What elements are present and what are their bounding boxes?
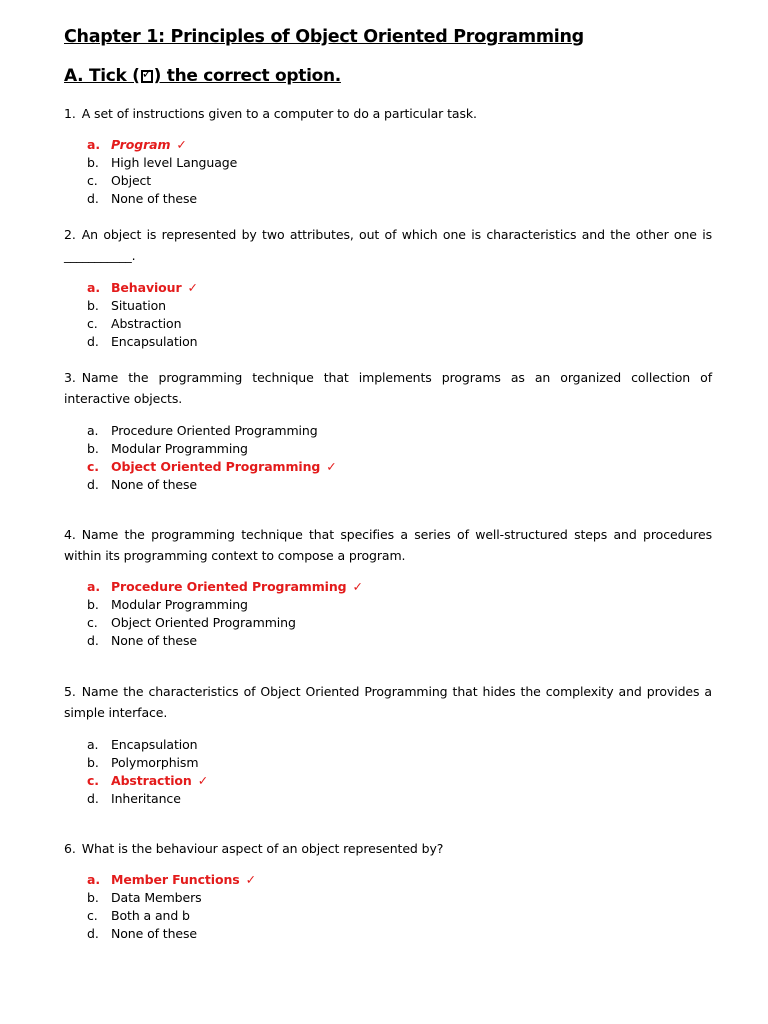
check-mark-icon: ✓ [197,773,209,788]
option: b. Modular Programming [87,597,248,612]
question-2-options [64,279,564,351]
option: a. Encapsulation [87,737,198,752]
question-1: 1. A set of instructions given to a computer to do a particular task. [64,106,477,121]
section-prefix: A. Tick ( [64,66,140,86]
option: c. Object Oriented Programming [87,615,296,630]
option-correct: a. Behaviour ✓ [87,280,198,295]
option-correct: a. Program ✓ [87,137,187,152]
check-mark-icon: ✓ [326,459,337,474]
option-correct: c. Abstraction ✓ [87,773,209,788]
option: b. Data Members [87,890,202,905]
section-heading [64,66,341,86]
question-6: 6. What is the behaviour aspect of an object represented by? [64,841,444,856]
option: d. Encapsulation [87,334,198,349]
option: d. None of these [87,477,198,492]
question-6-options [64,871,564,943]
question-5-options [64,736,564,808]
question-3-options [64,422,564,494]
question-1-options [64,136,564,208]
option: a. Procedure Oriented Programming [87,423,318,438]
option: b. Modular Programming [87,441,248,456]
option: d. Inheritance [87,791,181,806]
option: b. Situation [87,298,166,313]
option: c. Abstraction [87,316,182,331]
option-correct: a. Procedure Oriented Programming ✓ [87,579,363,594]
check-mark-icon: ✓ [187,280,198,295]
check-mark-icon: ✓ [352,579,363,594]
option: b. Polymorphism [87,755,199,770]
check-mark-icon: ✓ [176,137,187,152]
option: d. None of these [87,633,198,648]
option-correct: a. Member Functions ✓ [87,872,256,887]
option-correct: c. Object Oriented Programming ✓ [87,459,337,474]
option: b. High level Language [87,155,238,170]
question-4: 4. Name the programming technique that specifies a series of well-structured steps and procedures within its programming context to compose a program. [64,527,712,563]
question-5: 5. Name the characteristics of Object Oriented Programming that hides the complexity and provides a simple interface. [64,684,712,720]
question-3: 3. Name the programming technique that implements programs as an organized collection of interactive objects. [64,370,712,406]
option: c. Object [87,173,152,188]
option: d. None of these [87,926,198,941]
checkbox-tick-icon [141,70,153,83]
option: c. Both a and b [87,908,190,923]
check-mark-icon: ✓ [245,872,256,887]
chapter-title: Chapter 1: Principles of Object Oriented Programming [64,27,584,47]
question-4-options [64,578,564,650]
question-2: 2. An object is represented by two attributes, out of which one is characteristics and the other one is ___________. [64,227,712,263]
option: d. None of these [87,191,198,206]
section-suffix: ) the correct option. [153,66,341,86]
